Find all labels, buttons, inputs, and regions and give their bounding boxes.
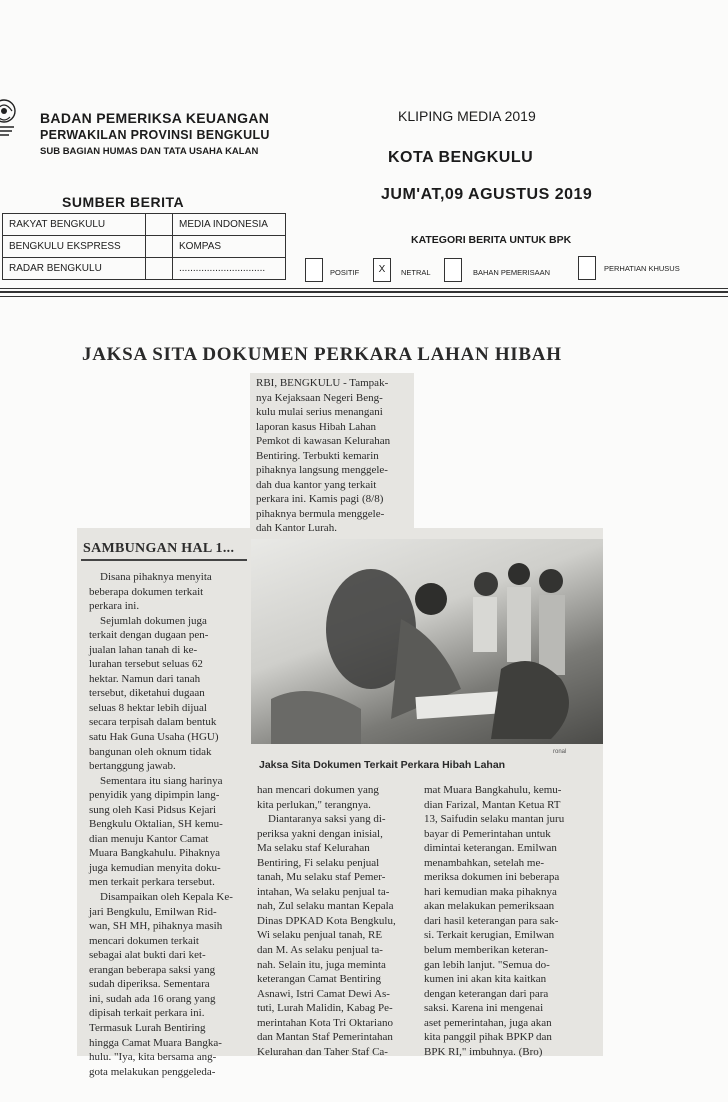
article-column-1: Disana pihaknya menyita beberapa dokumen terkait perkara ini. Sejumlah dokumen juga terkait dengan dugaan pen- jualan lahan tanah di ke- lurahan tersebut seluas 62 hektar. Namun dari tanah tersebut, diketahui dugaan seluas 8 hektar lebih dijual secara terpisah dalam bentuk satu Hak Guna Usaha (HGU) bangunan oleh oknum tidak bertanggung jawab. Sementara itu siang harinya penyidik yang dipimpin lang- sung oleh Kasi Pidsus Kejari Bengkulu Oktalian, SH kemu- dian menuju Kantor Camat Muara Bangkahulu. Pihaknya juga kemudian menyita doku- men terkait perkara tersebut. Disampaikan oleh Kepala Ke- jari Bengkulu, Emilwan Rid- wan, SH MH, pihaknya masih mencari dokumen terkait sebagai alat bukti dari ket- erangan beberapa saksi yang sudah diperiksa. Sementara ini, sudah ada 16 orang yang dipisah terkait perkara ini. Termasuk Lurah Bentiring hingga Camat Muara Bangka- hulu. "Iya, kita bersama ang- gota melakukan penggeleda- [89,571,233,1078]
city-label: KOTA BENGKULU [388,149,534,166]
source-check-cell [146,236,173,258]
photo-caption: Jaksa Sita Dokumen Terkait Perkara Hibah Lahan [259,759,506,771]
continued-rule [81,559,247,561]
article-column-2: han mencari dokumen yang kita perlukan," terangnya. Diantaranya saksi yang di- periksa yakni dengan inisial, Ma selaku staf Kelurahan Bentiring, Fi selaku penjual tanah, Mu selaku staf Pemer- intahan, Wa selaku penjual ta- nah, Zul selaku mantan Kepala Dinas DPKAD Kota Bengkulu, Wi selaku penjual tanah, RE dan M. As selaku penjual ta- nah. Selain itu, juga meminta keterangan Camat Bentiring Asnawi, Istri Camat Dewi As- tuti, Lurah Malidin, Kabag Pe- merintahan Kota Tri Oktariano dan Mantan Staf Pemerintahan Kelurahan dan Taher Staf Ca- [257,784,396,1058]
photo-credit: ronal [553,749,567,755]
checkbox-label: NETRAL [401,268,431,277]
date-label: JUM'AT,09 AGUSTUS 2019 [381,186,593,203]
article-lead: RBI, BENGKULU - Tampak- nya Kejaksaan Negeri Beng- kulu mulai serius menangani laporan kasus Hibah Lahan Pemkot di kawasan Kelurahan Bentiring. Terbukti kemarin pihaknya langsung menggele- dah dua kantor yang terkait perkara ini. Kamis pagi (8/8) pihaknya bermula menggele- dah Kantor Lurah. [256,377,391,535]
divider [0,291,728,293]
source-cell: KOMPAS [173,236,286,258]
source-cell: MEDIA INDONESIA [173,214,286,236]
article-column-3: mat Muara Bangkahulu, kemu- dian Farizal, Mantan Ketua RT 13, Saifudin selaku mantan juru bayar di Pemerintahan untuk dimintai keterangan. Emilwan menambahkan, setelah me- meriksa dokumen ini beberapa hari kemudian maka pihaknya akan melakukan pemeriksaan dari hasil keterangan para sak- si. Terkait kerugian, Emilwan belum memberikan keteran- gan lebih lanjut. "Semua do- kumen ini akan kita kaitkan dengan keterangan dari para saksi. Karena ini mengenai aset pemerintahan, juga akan kita panggil pihak BPKP dan BPK RI," imbuhnya. (Bro) [424,784,565,1058]
source-cell: ............................... [173,258,286,280]
source-check-cell [146,258,173,280]
table-row [3,258,286,280]
article-headline: JAKSA SITA DOKUMEN PERKARA LAHAN HIBAH [82,344,562,365]
checkbox-label: POSITIF [330,268,360,277]
checkbox-bahan-pemeriksaan[interactable] [444,258,462,282]
checkbox-label: BAHAN PEMERISAAN [473,268,551,277]
source-cell: RADAR BENGKULU [3,258,146,280]
bpk-emblem-icon [0,93,34,139]
divider [0,296,728,297]
photo-illustration [251,539,603,744]
source-check-cell [146,214,173,236]
sumber-berita-table [2,213,286,280]
continued-heading: SAMBUNGAN HAL 1... [83,541,235,556]
source-cell: BENGKULU EKSPRESS [3,236,146,258]
table-row [3,214,286,236]
checkbox-label: PERHATIAN KHUSUS [604,264,680,273]
article-photo [251,539,603,744]
sumber-berita-title: SUMBER BERITA [62,194,185,210]
org-subdivision: SUB BAGIAN HUMAS DAN TATA USAHA KALAN [40,146,259,157]
kategori-title: KATEGORI BERITA UNTUK BPK [411,234,572,246]
checkbox-perhatian-khusus[interactable] [578,256,596,280]
org-branch: PERWAKILAN PROVINSI BENGKULU [40,128,270,142]
checkbox-positif[interactable] [305,258,323,282]
checkbox-netral[interactable]: X [373,258,391,282]
kliping-label: KLIPING MEDIA 2019 [398,108,536,124]
divider [0,288,728,289]
org-name: BADAN PEMERIKSA KEUANGAN [40,110,270,126]
source-cell: RAKYAT BENGKULU [3,214,146,236]
table-row [3,236,286,258]
